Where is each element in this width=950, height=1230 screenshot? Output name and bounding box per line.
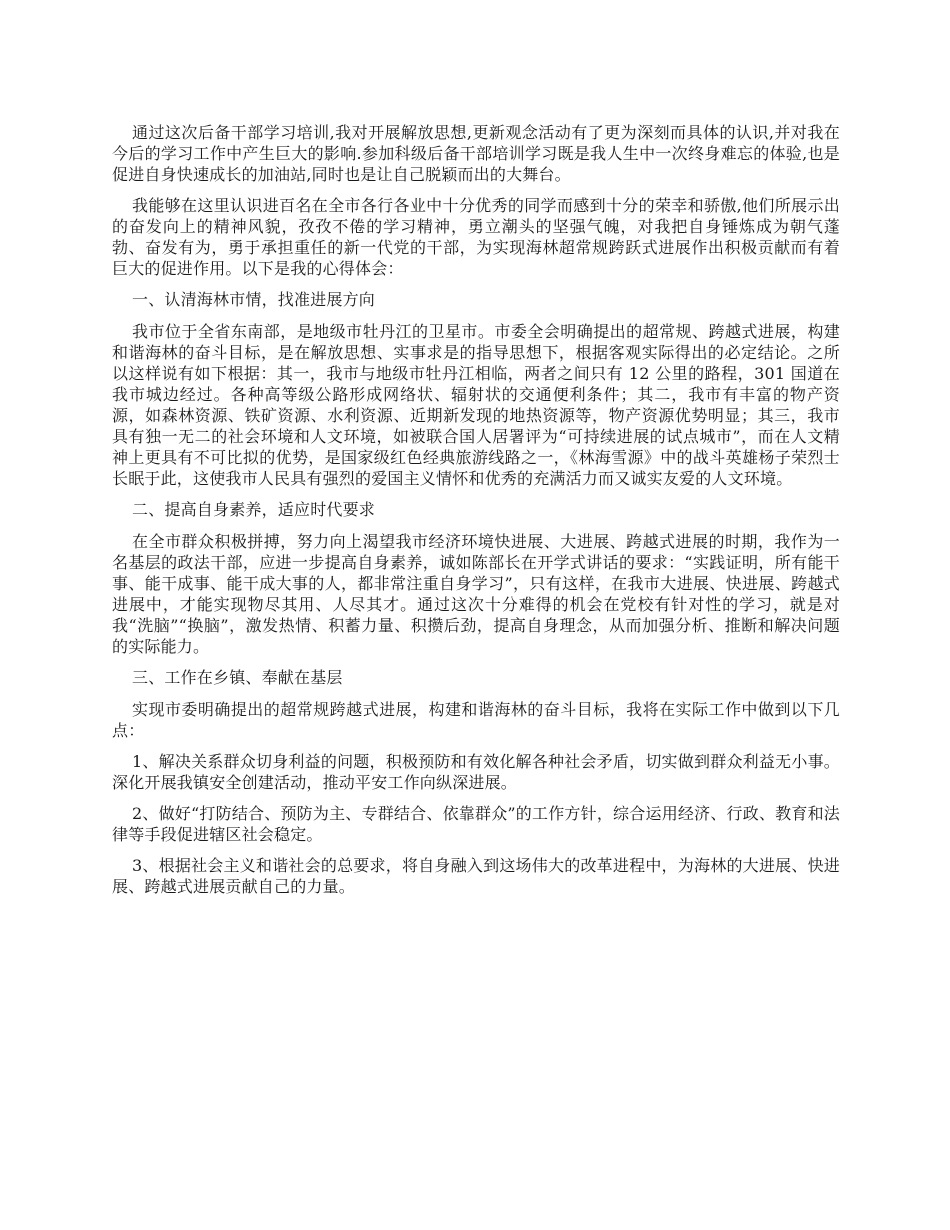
paragraph-self-improvement: 在全市群众积极拼搏，努力向上渴望我市经济环境快进展、大进展、跨越式进展的时期，我作为一名基层的政法干部，应进一步提高自身素养，诚如陈部长在开学式讲话的要求：“实践证明，所有能干事、能干成事、能干成大事的人，都非常注重自身学习”，只有这样，在我市大进展、快进展、跨越式进展中，才能实现物尽其用、人尽其才。通过这次十分难得的机会在党校有针对性的学习，就是对我“洗脑”“换脑”，激发热情、积蓄力量、积攒后劲，提高自身理念，从而加强分析、推断和解决问题的实际能力。 bbox=[112, 532, 840, 656]
paragraph-city-situation: 我市位于全省东南部，是地级市牡丹江的卫星市。市委全会明确提出的超常规、跨越式进展，构建和谐海林的奋斗目标，是在解放思想、实事求是的指导思想下，根据客观实际得出的必定结论。之所以这样说有如下根据：其一，我市与地级市牡丹江相临，两者之间只有 12 公里的路程，301 国道在我市城边经过。各种高等级公路形成网络状、辐射状的交通便利条件；其二，我市有丰富的物产资源，如森林资源、铁矿资源、水利资源、近期新发现的地热资源等，物产资源优势明显；其三，我市具有独一无二的社会环境和人文环境，如被联合国人居署评为“可持续进展的试点城市”，而在人文精神上更具有不可比拟的优势，是国家级红色经典旅游线路之一，《林海雪源》中的战斗英雄杨子荣烈士长眠于此，这使我市人民具有强烈的爱国主义情怀和优秀的充满活力而又诚实友爱的人文环境。 bbox=[112, 322, 840, 488]
section-heading-3: 三、工作在乡镇、奉献在基层 bbox=[132, 668, 343, 687]
paragraph-intro: 通过这次后备干部学习培训,我对开展解放思想,更新观念活动有了更为深刻而具体的认识,并对我在今后的学习工作中产生巨大的影响.参加科级后备干部培训学习既是我人生中一次终身难忘的体验,也是促进自身快速成长的加油站,同时也是让自己脱颖而出的大舞台。 bbox=[112, 123, 840, 184]
paragraph-goals-intro: 实现市委明确提出的超常规跨越式进展，构建和谐海林的奋斗目标，我将在实际工作中做到以下几点： bbox=[112, 700, 840, 740]
list-item-3: 3、根据社会主义和谐社会的总要求，将自身融入到这场伟大的改革进程中，为海林的大进展、快进展、跨越式进展贡献自己的力量。 bbox=[112, 856, 840, 896]
section-heading-1: 一、认清海林市情，找准进展方向 bbox=[132, 290, 376, 309]
paragraph-classmates: 我能够在这里认识进百名在全市各行各业中十分优秀的同学而感到十分的荣幸和骄傲,他们所展示出的奋发向上的精神风貌，孜孜不倦的学习精神，勇立潮头的坚强气魄，对我把自身锤炼成为朝气蓬勃、奋发有为，勇于承担重任的新一代党的干部，为实现海林超常规跨跃式进展作出积极贡献而有着巨大的促进作用。以下是我的心得体会： bbox=[112, 196, 840, 278]
list-item-1: 1、解决关系群众切身利益的问题，积极预防和有效化解各种社会矛盾，切实做到群众利益无小事。深化开展我镇安全创建活动，推动平安工作向纵深进展。 bbox=[112, 752, 840, 792]
document-body bbox=[112, 122, 840, 907]
list-item-2: 2、做好“打防结合、预防为主、专群结合、依靠群众”的工作方针，综合运用经济、行政、教育和法律等手段促进辖区社会稳定。 bbox=[112, 804, 840, 844]
section-heading-2: 二、提高自身素养，适应时代要求 bbox=[132, 500, 376, 519]
